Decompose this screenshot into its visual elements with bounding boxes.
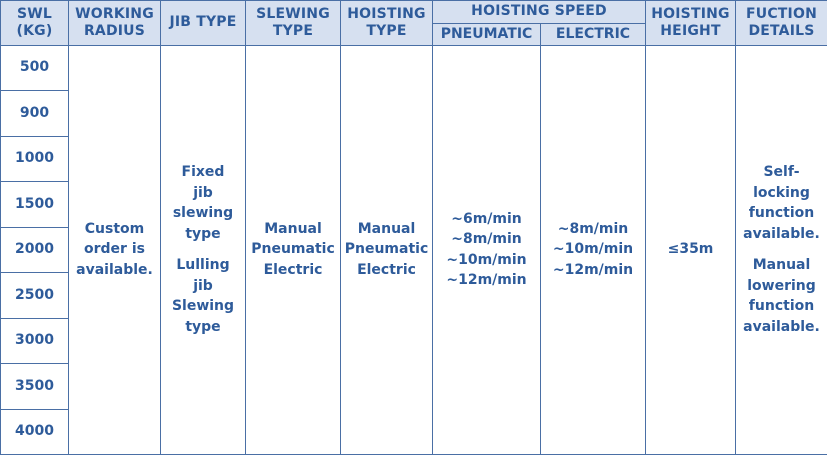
- hoisting-type-line-3: Electric: [357, 261, 416, 278]
- swl-value: 4000: [1, 409, 69, 455]
- electric-speed-line-2: ~10m/min: [552, 241, 634, 258]
- function-details-line-2: locking: [753, 184, 810, 201]
- table-row: [1, 46, 827, 91]
- hoisting-type-line-1: Manual: [357, 220, 416, 237]
- swl-value: 2000: [1, 227, 69, 272]
- function-details-line-4: available.: [743, 225, 820, 242]
- table-header-row-1: [1, 1, 827, 24]
- cell-hoisting-height: ≤35m: [646, 46, 736, 455]
- electric-speed-line-3: ~12m/min: [552, 261, 634, 278]
- function-details-line-7: function: [748, 298, 815, 314]
- header-working-radius: WORKING RADIUS: [69, 1, 161, 46]
- jib-type-line-2: jib: [193, 184, 213, 201]
- header-slewing-type: SLEWING TYPE: [246, 1, 341, 46]
- pneumatic-speed-line-1: ~6m/min: [451, 210, 522, 227]
- header-hoisting-height: HOISTING HEIGHT: [646, 1, 736, 46]
- function-details-line-1: Self-: [763, 164, 800, 180]
- jib-type-line-7: Slewing: [171, 298, 235, 314]
- cell-electric-speed: [541, 46, 646, 455]
- swl-value: 500: [1, 46, 69, 91]
- header-swl-unit: (KG): [16, 23, 53, 39]
- swl-value: 3000: [1, 318, 69, 363]
- jib-type-line-4: type: [185, 225, 221, 242]
- working-radius-line-2: order is: [84, 241, 145, 258]
- working-radius-line-3: available.: [76, 261, 153, 278]
- pneumatic-speed-line-2: ~8m/min: [451, 231, 522, 247]
- function-details-line-6: lowering: [747, 277, 816, 294]
- header-swl-label: SWL: [16, 5, 53, 22]
- header-swl: [1, 1, 69, 46]
- function-details-line-5: Manual: [752, 257, 811, 273]
- electric-speed-line-1: ~8m/min: [557, 220, 629, 237]
- cell-hoisting-type: [341, 46, 433, 455]
- header-function-details: FUCTION DETAILS: [736, 1, 827, 46]
- slewing-type-line-1: Manual: [264, 220, 322, 237]
- slewing-type-line-2: Pneumatic: [251, 241, 335, 258]
- cell-jib-type: [161, 46, 246, 455]
- cell-pneumatic-speed: [433, 46, 541, 455]
- swl-value: 900: [1, 91, 69, 136]
- pneumatic-speed-line-4: ~12m/min: [446, 272, 527, 288]
- cell-function-details: [736, 46, 827, 455]
- swl-value: 1000: [1, 136, 69, 181]
- slewing-type-line-3: Electric: [263, 261, 323, 278]
- function-details-spacer: [739, 246, 824, 254]
- cell-slewing-type: [246, 46, 341, 455]
- jib-type-line-8: type: [185, 318, 221, 335]
- jib-type-line-5: Lulling: [176, 257, 230, 273]
- cell-working-radius: [69, 46, 161, 455]
- header-hoisting-type: HOISTING TYPE: [341, 1, 433, 46]
- swl-value: 2500: [1, 273, 69, 318]
- header-electric: ELECTRIC: [541, 23, 646, 46]
- jib-type-line-3: slewing: [172, 205, 234, 221]
- jib-type-spacer: [164, 246, 242, 254]
- swl-value: 3500: [1, 364, 69, 409]
- jib-type-line-1: Fixed: [181, 164, 225, 180]
- jib-type-line-6: jib: [193, 277, 213, 294]
- function-details-line-8: available.: [743, 318, 820, 335]
- pneumatic-speed-line-3: ~10m/min: [446, 251, 527, 268]
- swl-value: 1500: [1, 182, 69, 227]
- header-pneumatic: PNEUMATIC: [433, 23, 541, 46]
- hoisting-type-line-2: Pneumatic: [344, 241, 429, 258]
- header-hoisting-speed: HOISTING SPEED: [433, 1, 646, 24]
- working-radius-line-1: Custom: [84, 220, 145, 237]
- header-jib-type: JIB TYPE: [161, 1, 246, 46]
- function-details-line-3: function: [748, 205, 815, 221]
